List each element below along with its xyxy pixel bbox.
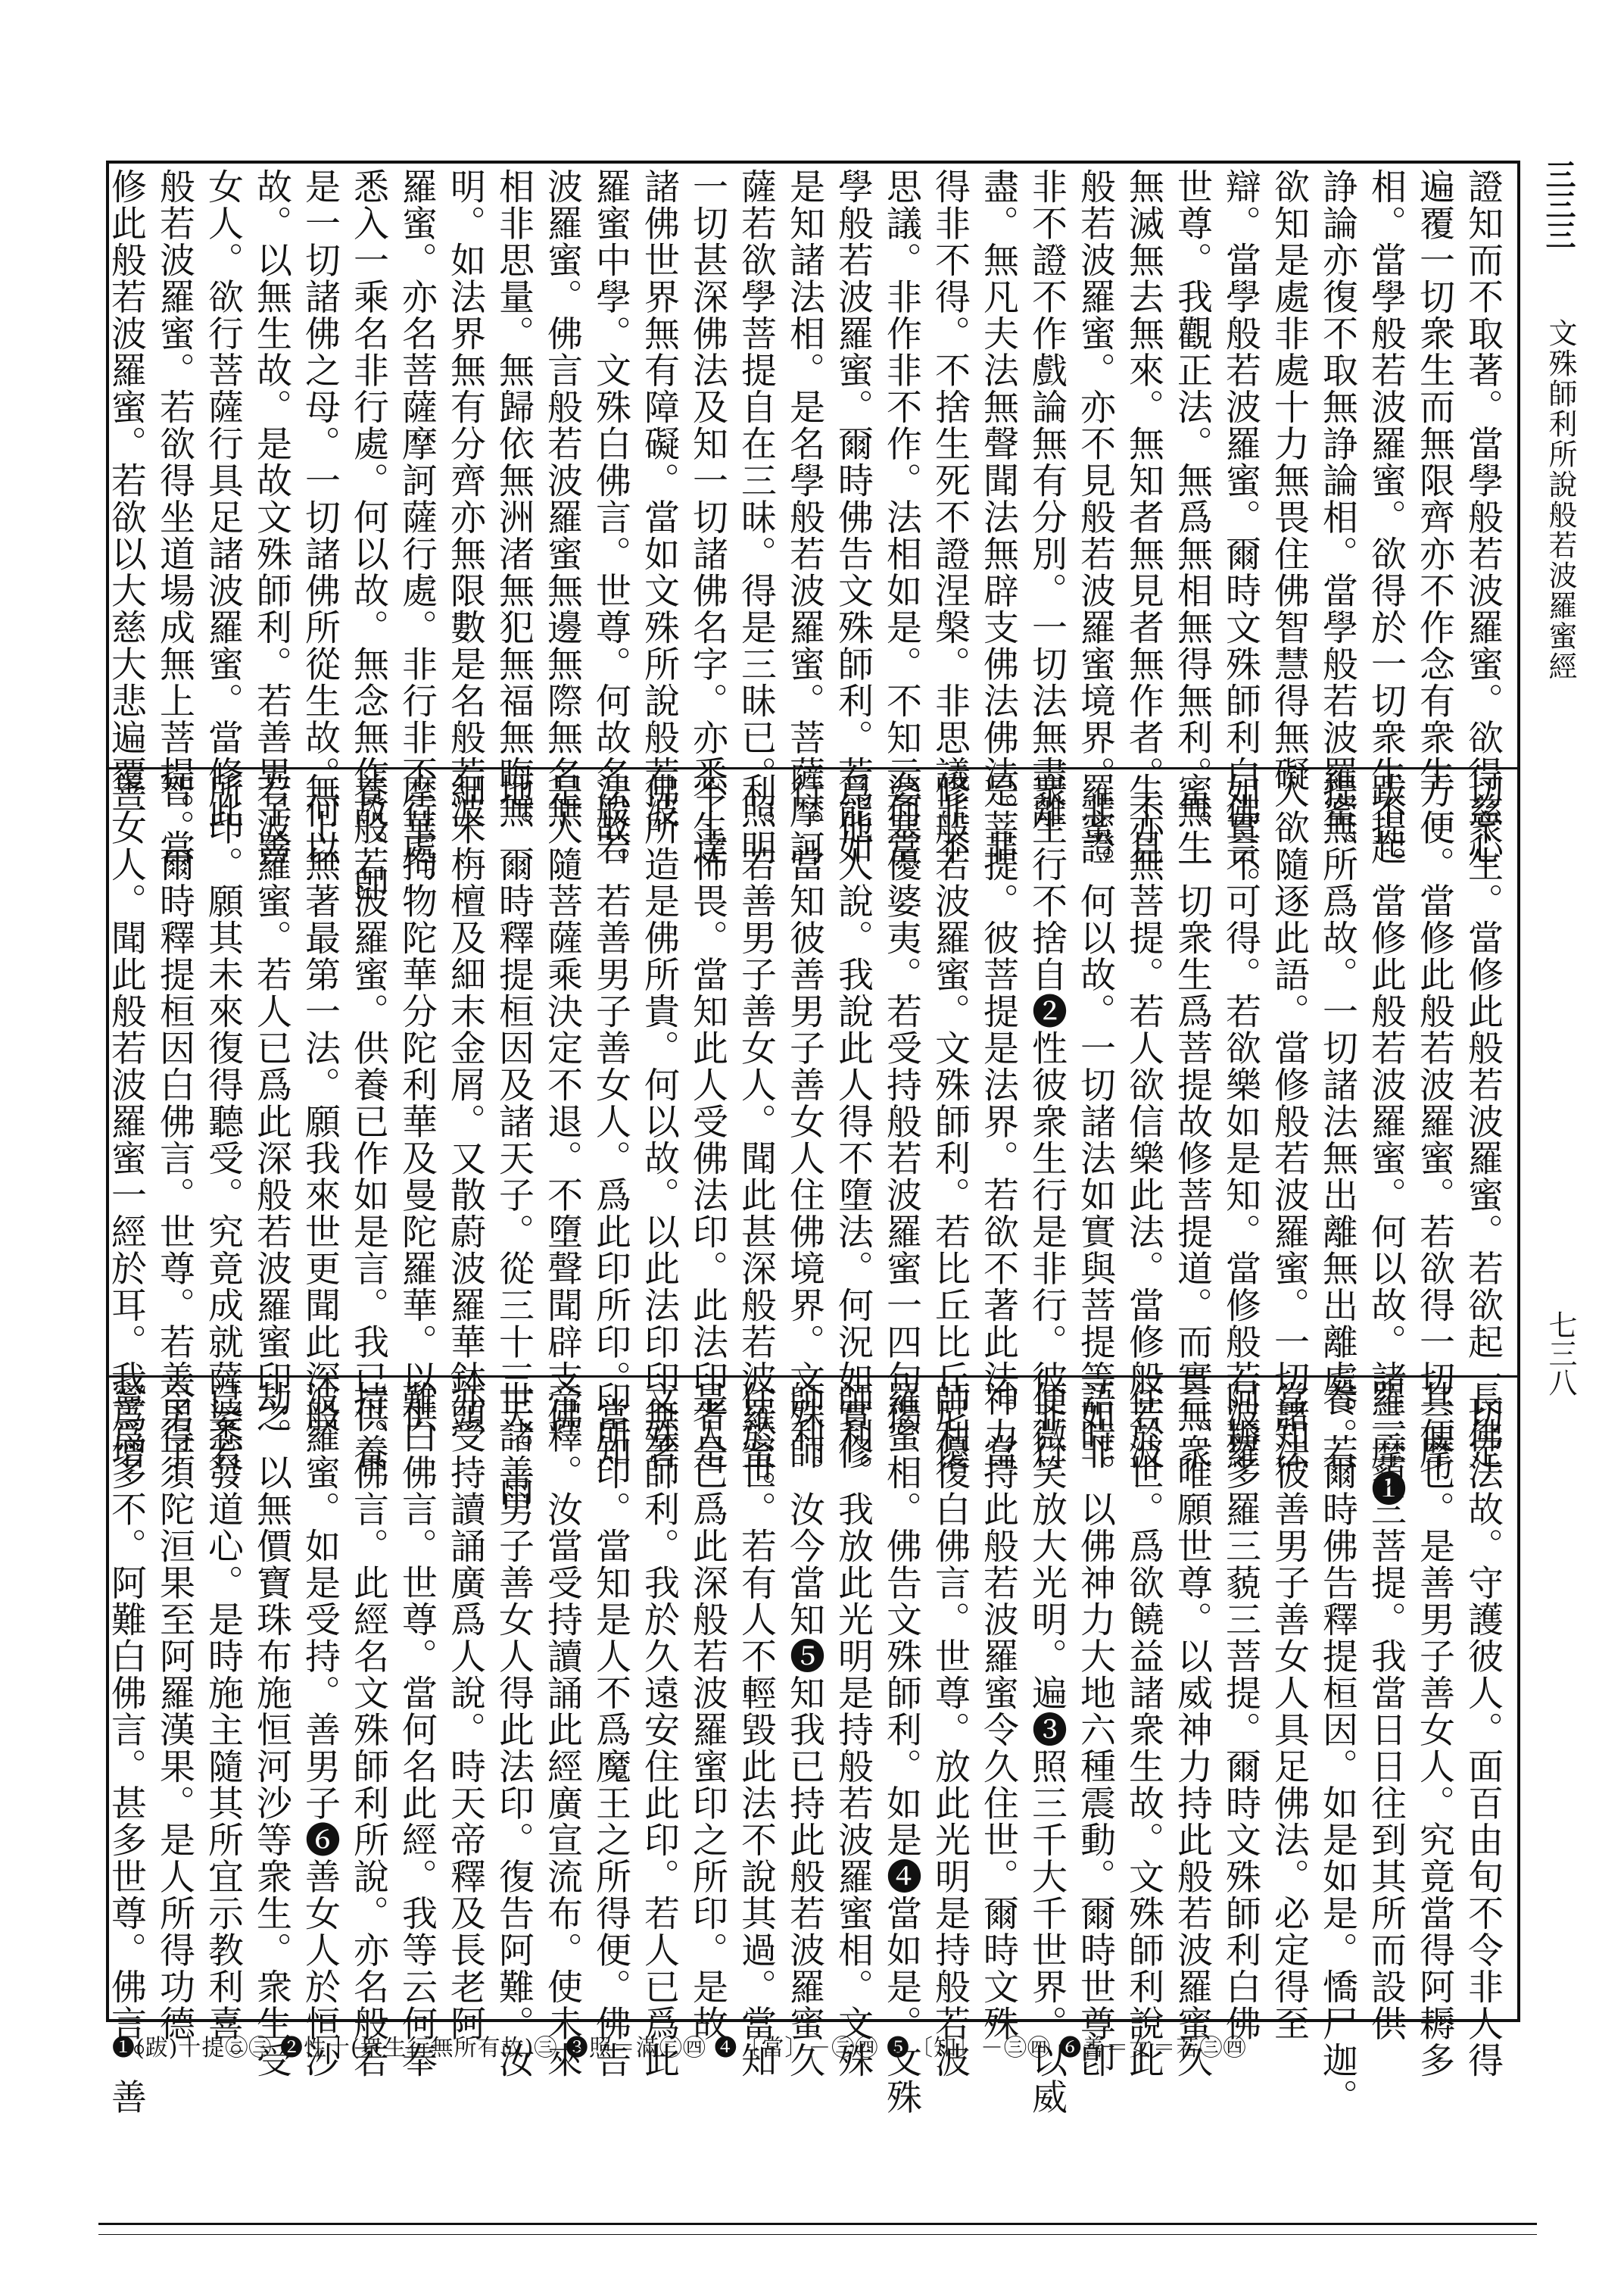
text-column: 行。當知彼善男子善女人住佛境界。文殊師 <box>784 772 825 1471</box>
text-column: 便微笑放大光明。遍❸照三千大千世界。以威 <box>1026 1381 1068 2115</box>
text-column: 若波羅蜜。若人已爲此深般若波羅蜜印之 <box>251 772 292 1434</box>
text-column: 悉入一乘名非行處。何以故。無念無作故。卽 <box>348 168 389 903</box>
text-column: 持。佛言。此經名文殊師利所說。亦名般若 <box>348 1381 389 2079</box>
text-column: 是知諸法相。是名學般若波羅蜜。菩薩摩訶 <box>784 168 825 866</box>
footnotes: ❶(跋)十提㊁㊂ ❷性十(衆生行無所有故)㊂ ❸照＝滿㊂㊃ ❹〔當〕－㊂㊃ ❺〔知〕－㊂㊃ ❻善＝女＝若㊂㊃ <box>112 2035 1247 2061</box>
text-column: 相非思量。無歸依無洲渚無犯無福無晦無 <box>493 168 535 829</box>
text-column: 養。爾時佛告釋提桓因。如是如是。憍尸迦。 <box>1317 1381 1358 2115</box>
text-column: 所印。願其未來復得聽受。究竟成就薩婆若 <box>202 772 244 1471</box>
text-column: 跋提。當修此般若波羅蜜。何以故。諸三摩❶ <box>1365 772 1407 1507</box>
text-column: 故。以無生故。是故文殊師利。若善男子善 <box>251 168 292 866</box>
text-column: 無滅無去無來。無知者無見者無作者。不見 <box>1123 168 1164 866</box>
text-column: 婆塞優婆夷。若受持般若波羅蜜一四句偈 <box>881 772 922 1434</box>
text-column: 波羅蜜。如是受持。善男子❻善女人於恒沙 <box>299 1381 341 2079</box>
text-column: 師利復白佛言。世尊。放此光明是持般若波 <box>929 1381 971 2079</box>
text-column: 言。唯願世尊。以威神力持此般若波羅蜜久 <box>1171 1381 1213 2079</box>
text-column: 衆生行不捨自❷性彼衆生行是非行。彼非行 <box>1026 772 1068 1471</box>
text-column: 欲知是處非處十力無畏住佛智慧得無礙 <box>1268 168 1310 793</box>
text-column: 令得須陀洹果至阿羅漢果。是人所得功德 <box>154 1381 195 2042</box>
text-column: 智。爾時釋提桓因白佛言。世尊。若善男子 <box>154 772 195 1471</box>
text-column: 不生怖畏。當知此人受佛法印。此法印者是 <box>687 772 728 1471</box>
bottom-rule <box>98 2223 1537 2225</box>
text-column: 思議。非作非不作。法相如是。不知云何當 <box>881 168 922 866</box>
text-column: 一切甚深佛法及知一切諸佛名字。亦悉了達 <box>687 168 728 866</box>
text-column: 地。爾時釋提桓因及諸天子。從三十三天。雨 <box>493 772 535 1507</box>
text-column: 養般若波羅蜜。供養已作如是言。我已供養 <box>348 772 389 1471</box>
text-column: 佛所造是佛所貴。何以故。以此法印印無著 <box>638 772 680 1471</box>
text-column: 文殊師利。我於久遠安住此印。若人已爲此 <box>638 1381 680 2079</box>
text-register-top <box>105 168 1514 903</box>
text-column: 提無所爲故。一切諸法無出離無出離處。若 <box>1317 772 1358 1471</box>
sutra-title: 文殊師利所說般若波羅蜜經 <box>1544 318 1577 682</box>
text-column: 師利。我放此光明是持般若波羅蜜相。文殊 <box>832 1381 874 2079</box>
text-column: 如實不可得。若欲樂如是知。當修般若波羅 <box>1220 772 1261 1471</box>
text-column: 蜜。一切衆生爲菩提故修菩提道。而實無衆 <box>1171 772 1213 1471</box>
text-column: 明。如法界無有分齊亦無限數是名般若波 <box>444 168 486 829</box>
text-column: 語時。以佛神力大地六種震動。爾時世尊卽 <box>1074 1381 1116 2079</box>
text-column: 羅蜜。亦名菩薩摩訶薩行處。非行非不行處。 <box>396 168 438 903</box>
text-column: 細末栴檀及細末金屑。又散蔚波羅華鉢頭 <box>444 772 486 1434</box>
text-column: 學般若波羅蜜。爾時佛告文殊師利。若能如 <box>832 168 874 866</box>
text-column: 證知而不取著。當學般若波羅蜜。欲得慈心 <box>1462 168 1504 866</box>
text-column: 無上無著最第一法。願我來世更聞此深般 <box>299 772 341 1434</box>
text-column: 已悉發道心。是時施主隨其所宜示教利喜。 <box>202 1381 244 2079</box>
text-column: 善女人。聞此般若波羅蜜一經於耳。我爲增 <box>105 772 147 1471</box>
folio-number: 七三八 <box>1544 1310 1577 1397</box>
text-column: 長佛法故。守護彼人。面百由旬不令非人得 <box>1462 1381 1504 2079</box>
text-column: 方便。當修此般若波羅蜜。若欲得一切三摩 <box>1414 772 1455 1471</box>
text-column: 得非不得。不捨生死不證涅槃。非思議非不 <box>929 168 971 866</box>
text-column: 世尊。我觀正法。無爲無相無得無利。無生 <box>1171 168 1213 866</box>
text-column: 非不證不作戲論無有分別。一切法無盡離 <box>1026 168 1068 829</box>
text-column: 羅蜜。何以故。一切諸法如實與菩提等如非 <box>1074 772 1116 1471</box>
text-register-middle <box>105 772 1514 1507</box>
text-column: 人欲隨逐此語。當修般若波羅蜜。一切諸法 <box>1268 772 1310 1471</box>
text-column: 羅蜜中學。文殊白佛言。世尊。何故名般若 <box>590 168 631 866</box>
text-column: 修般若波羅蜜。文殊師利。若比丘比丘尼優 <box>929 772 971 1471</box>
text-column: 是人已爲此深般若波羅蜜印之所印。是故 <box>687 1381 728 2042</box>
text-column: 爲他人說。我說此人得不墮法。何況如實修 <box>832 772 874 1471</box>
text-column: 阿耨多羅三藐三菩提。爾時文殊師利白佛 <box>1220 1381 1261 2042</box>
text-column: 住於世。爲欲饒益諸衆生故。文殊師利說此 <box>1123 1381 1164 2079</box>
text-column: 薩若欲學菩提自在三昧。得是三昧已。照明 <box>735 168 777 866</box>
text-column: 盡。無凡夫法無聲聞法無辟支佛法佛法。非 <box>977 168 1019 866</box>
text-column: 諸佛世界無有障礙。當如文殊所說般若波 <box>638 168 680 829</box>
text-column: 波羅蜜。佛言般若波羅蜜無邊無際無名無 <box>541 168 583 829</box>
text-column: 切衆生。當修此般若波羅蜜。若欲起一切定 <box>1462 772 1504 1471</box>
text-column: 羅三藐三菩提。我當日日往到其所而設供 <box>1365 1381 1407 2042</box>
page-number: 三三三 <box>1541 159 1576 250</box>
text-column: 其便也。是善男子善女人。究竟當得阿耨多 <box>1414 1381 1455 2079</box>
text-column: 師利。汝今當知❺知我已持此般若波羅蜜久 <box>784 1381 825 2079</box>
text-column: 帝釋。汝當受持讀誦此經廣宣流布。使未來 <box>541 1381 583 2079</box>
text-column: 當知彼善男子善女人具足佛法。必定得至 <box>1268 1381 1310 2042</box>
bottom-rule-thin <box>98 2234 1537 2235</box>
text-column: 是菩提。彼菩提是法界。若欲不著此法。當 <box>977 772 1019 1471</box>
text-column: 羅蜜相。佛告文殊師利。如是❹當如是。文殊 <box>881 1381 922 2115</box>
text-column: 神力持此般若波羅蜜令久住世。爾時文殊 <box>977 1381 1019 2042</box>
text-column: 遍覆一切衆生而無限齊亦不作念有衆生 <box>1414 168 1455 793</box>
text-column: 生亦無菩提。若人欲信樂此法。當修般若波 <box>1123 772 1164 1471</box>
text-column: 利。若善男子善女人。聞此甚深般若波羅蜜。 <box>735 772 777 1507</box>
text-column: 劫。以無價寶珠布施恒河沙等衆生。衆生受 <box>251 1381 292 2079</box>
text-column: 是一切諸佛之母。一切諸佛所從生故。何以 <box>299 168 341 866</box>
text-column: 修此般若波羅蜜。若欲以大慈大悲遍覆一 <box>105 168 147 829</box>
text-column: 住於世。若有人不輕毀此法不說其過。當知 <box>735 1381 777 2079</box>
text-column: 女人。欲行菩薩行具足諸波羅蜜。當修此 <box>202 168 244 829</box>
text-column: 亦受持讀誦廣爲人說。時天帝釋及長老阿 <box>444 1381 486 2042</box>
text-column: 世諸善男子善女人得此法印。復告阿難。汝 <box>493 1381 535 2079</box>
text-column: 辯。當學般若波羅蜜。爾時文殊師利白佛言。 <box>1220 168 1261 903</box>
text-column: 般若波羅蜜。若欲得坐道場成無上菩提。當 <box>154 168 195 866</box>
text-column: 難白佛言。世尊。當何名此經。我等云何奉 <box>396 1381 438 2079</box>
text-column: 諍論亦復不取無諍論相。當學般若波羅蜜。 <box>1317 168 1358 866</box>
text-column: 寧爲多不。阿難白佛言。甚多世尊。佛言。善 <box>105 1381 147 2115</box>
text-column: 摩華拘物陀華分陀利華及曼陀羅華。以供 <box>396 772 438 1434</box>
text-column: 是人隨菩薩乘決定不退。不墮聲聞辟支佛 <box>541 772 583 1434</box>
text-column: 印所印。當知是人不爲魔王之所得便。佛告 <box>590 1381 631 2079</box>
text-column: 相。當學般若波羅蜜。欲得於一切衆生不起 <box>1365 168 1407 866</box>
text-column: 般若波羅蜜。亦不見般若波羅蜜境界。非證 <box>1074 168 1116 866</box>
text-column: 法故。若善男子善女人。爲此印所印。當知 <box>590 772 631 1471</box>
